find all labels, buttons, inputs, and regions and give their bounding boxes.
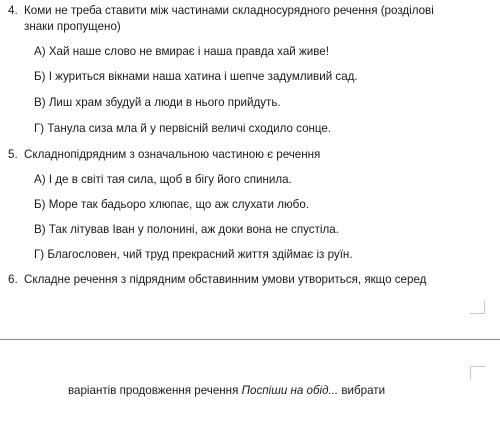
continuation-italic-phrase: Поспіши на обід... [241,384,339,397]
continuation-text: варіантів продовження речення [68,384,242,397]
continuation-text: вибрати [338,384,386,397]
page-corner-mark [470,366,485,379]
page-divider [0,339,500,340]
answer-option: Б) І журиться вікнами наша хатина і шепче задумливий сад. [34,70,358,83]
question-number: 6. [8,273,18,286]
question-6-continuation [68,384,385,398]
question-number: 4. [8,4,18,17]
question-stem: Складне речення з підрядним обставинним умови утвориться, якщо серед [24,273,427,286]
question-number: 5. [8,148,18,161]
page-corner-mark [470,301,485,314]
answer-option: В) Так літував Іван у полонині, аж доки вона не спустіла. [34,223,339,236]
answer-option: Г) Благословен, чий труд прекрасний життя здіймає із руїн. [34,248,353,261]
answer-option: Г) Танула сиза мла й у первісній величі сходило сонце. [34,122,332,135]
question-stem: Коми не треба ставити між частинами складносурядного речення (розділові [24,4,434,17]
answer-option: В) Лиш храм збудуй а люди в нього прийдуть. [34,96,281,109]
answer-option: Б) Море так бадьоро хлюпає, що аж слухати любо. [34,198,309,211]
answer-option: А) І де в світі тая сила, щоб в бігу його спинила. [34,173,292,186]
question-stem: Складнопідрядним з означальною частиною є речення [24,148,321,161]
question-stem: знаки пропущено) [24,20,121,33]
answer-option: А) Хай наше слово не вмирає і наша правда хай живе! [34,45,329,58]
